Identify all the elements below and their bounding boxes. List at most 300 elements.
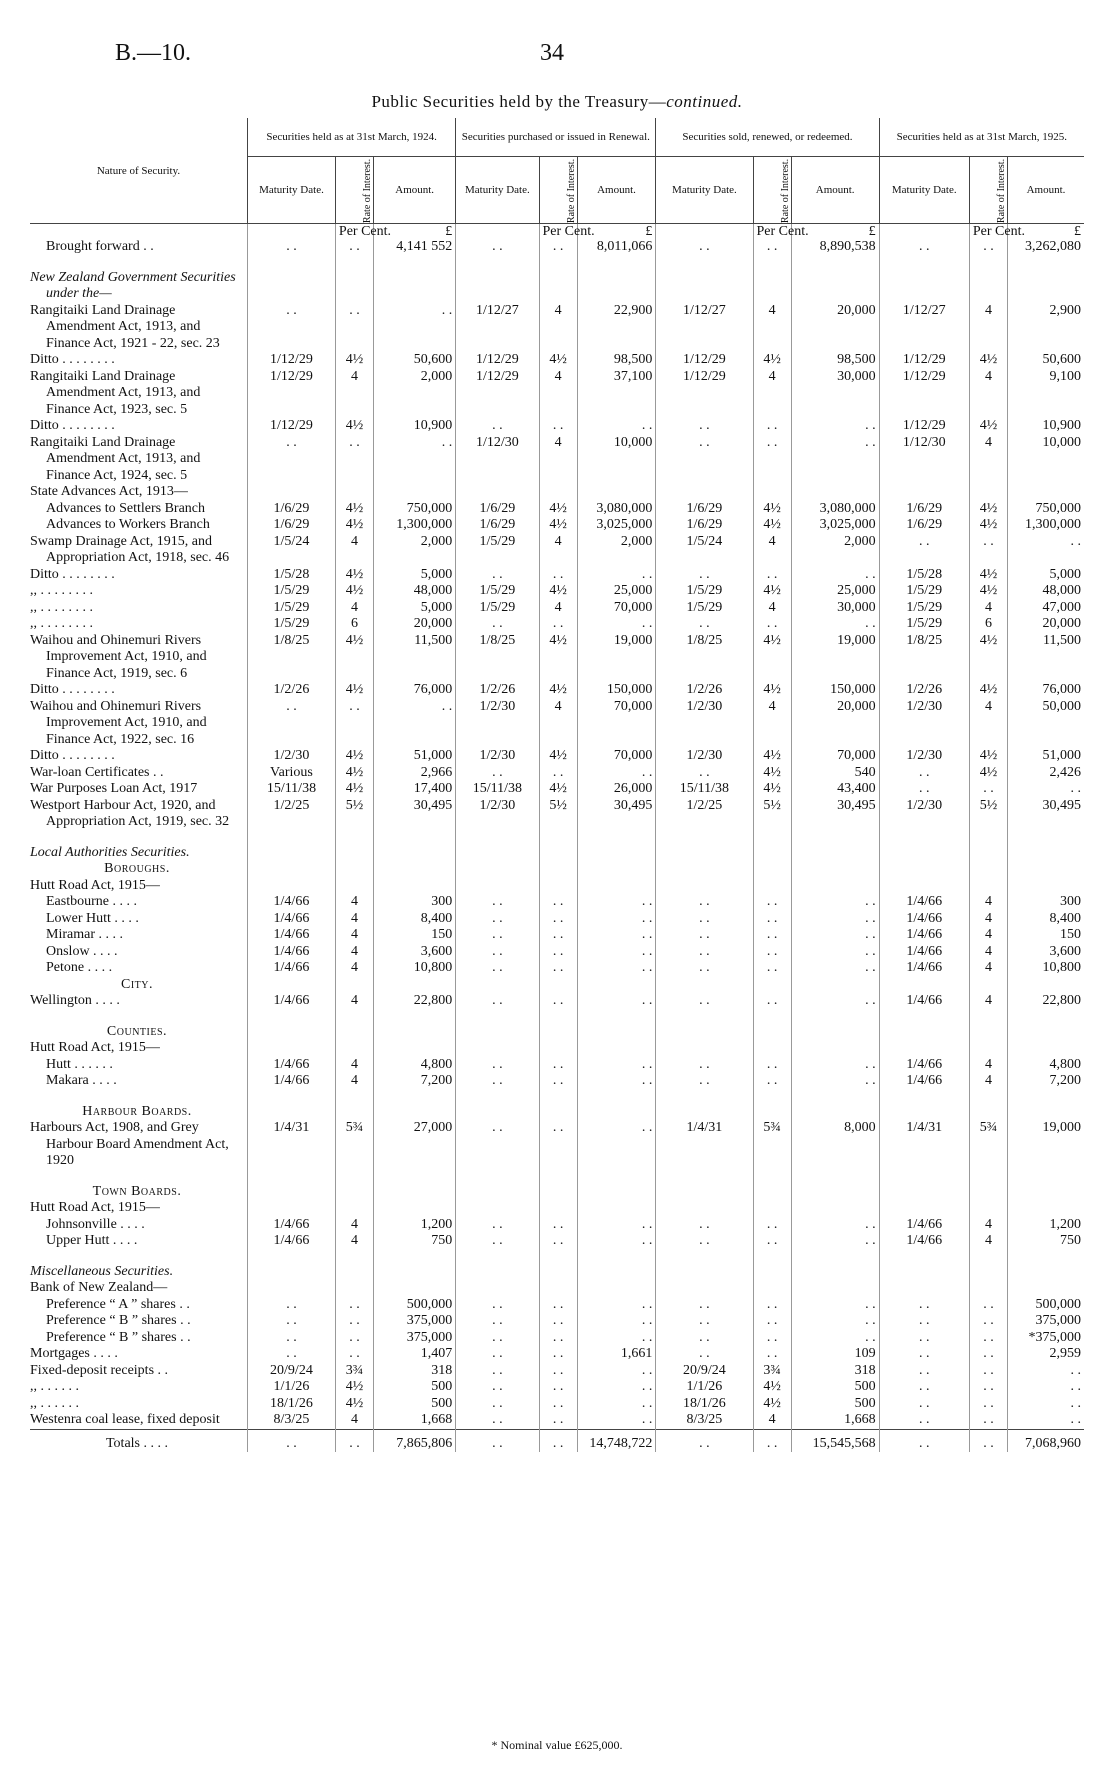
rate-cell: . . [753, 239, 791, 256]
amount-cell: 750,000 [1008, 501, 1084, 518]
maturity-date-header: Maturity Date. [656, 157, 753, 224]
amount-cell: 19,000 [1008, 1120, 1084, 1170]
maturity-date-cell [656, 831, 753, 862]
rate-cell [969, 1090, 1007, 1121]
rate-of-interest-header [335, 157, 373, 224]
maturity-date-cell [456, 1090, 539, 1121]
maturity-date-cell [656, 1170, 753, 1201]
amount-cell [577, 1280, 656, 1297]
amount-cell: . . [577, 894, 656, 911]
amount-cell: £ [1008, 224, 1084, 240]
amount-cell: . . [791, 1233, 879, 1250]
maturity-date-cell: 1/5/28 [247, 567, 335, 584]
maturity-date-cell [456, 878, 539, 895]
rate-cell: . . [539, 1313, 577, 1330]
rate-cell: . . [753, 567, 791, 584]
maturity-date-cell: 1/5/29 [247, 583, 335, 600]
security-name: Makara . . . . [46, 1073, 117, 1088]
maturity-date-cell: . . [879, 781, 969, 798]
amount-cell [577, 1200, 656, 1217]
maturity-date-cell [879, 831, 969, 862]
amount-cell: 500,000 [1008, 1297, 1084, 1314]
maturity-date-cell [247, 1200, 335, 1217]
amount-cell: . . [791, 894, 879, 911]
rate-cell [539, 861, 577, 878]
rate-cell: . . [969, 1363, 1007, 1380]
amount-cell: 375,000 [1008, 1313, 1084, 1330]
maturity-date-cell [456, 1010, 539, 1041]
maturity-date-cell: 1/12/30 [879, 435, 969, 485]
maturity-date-cell: 1/2/26 [247, 682, 335, 699]
rate-cell: . . [969, 534, 1007, 567]
rate-cell [335, 1280, 373, 1297]
maturity-date-cell: . . [456, 1396, 539, 1413]
security-name: Ditto . . . . . . . . [30, 418, 115, 433]
table-row [30, 418, 1084, 435]
amount-cell: 48,000 [374, 583, 456, 600]
maturity-date-cell: . . [456, 1217, 539, 1234]
rate-cell: 4 [335, 1073, 373, 1090]
amount-cell [791, 1200, 879, 1217]
amount-cell [791, 1170, 879, 1201]
security-name: Johnsonville . . . . [46, 1216, 145, 1232]
maturity-date-cell: . . [879, 1379, 969, 1396]
amount-cell [374, 831, 456, 862]
amount-cell [374, 256, 456, 303]
maturity-date-cell: . . [456, 765, 539, 782]
maturity-date-cell: 1/4/66 [247, 1073, 335, 1090]
maturity-date-cell [247, 1170, 335, 1201]
security-name: Lower Hutt . . . . [46, 910, 139, 926]
amount-cell: 109 [791, 1346, 879, 1363]
maturity-date-cell: 1/6/29 [247, 517, 335, 534]
rate-cell: . . [539, 894, 577, 911]
maturity-date-cell [879, 484, 969, 501]
table-row [30, 878, 1084, 895]
rate-cell [539, 1250, 577, 1281]
security-name: Hutt Road Act, 1915— [30, 1200, 160, 1215]
amount-cell: 1,661 [577, 1346, 656, 1363]
rate-cell: 4½ [753, 1379, 791, 1396]
maturity-date-cell: 1/4/66 [879, 927, 969, 944]
rate-cell: . . [539, 1379, 577, 1396]
security-name: Onslow . . . . [46, 943, 118, 959]
maturity-date-cell: 1/4/66 [879, 1057, 969, 1074]
maturity-date-cell: 1/8/25 [247, 633, 335, 683]
maturity-date-cell: . . [656, 1233, 753, 1250]
maturity-date-cell [656, 861, 753, 878]
maturity-date-cell: 1/2/25 [656, 798, 753, 831]
amount-cell: . . [791, 1073, 879, 1090]
amount-cell: 4,800 [1008, 1057, 1084, 1074]
maturity-date-cell [247, 878, 335, 895]
security-name: War Purposes Loan Act, 1917 [30, 781, 198, 796]
amount-cell: . . [791, 435, 879, 485]
maturity-date-cell: 1/4/66 [247, 911, 335, 928]
maturity-date-cell: 20/9/24 [656, 1363, 753, 1380]
amount-cell: 10,900 [374, 418, 456, 435]
amount-cell: 8,011,066 [577, 239, 656, 256]
rate-cell: 4½ [969, 748, 1007, 765]
rate-cell: 4 [969, 960, 1007, 977]
rate-cell: 4½ [335, 682, 373, 699]
table-row [30, 977, 1084, 994]
maturity-date-cell: . . [456, 418, 539, 435]
rate-cell: 4 [539, 600, 577, 617]
amount-cell: 51,000 [374, 748, 456, 765]
rate-cell [335, 861, 373, 878]
rate-cell: 4½ [335, 765, 373, 782]
amount-cell: 14,748,722 [577, 1429, 656, 1452]
amount-cell: 150 [374, 927, 456, 944]
rate-cell: 4½ [753, 781, 791, 798]
amount-cell [791, 878, 879, 895]
table-row [30, 501, 1084, 518]
maturity-date-cell [247, 977, 335, 994]
maturity-date-cell: . . [456, 993, 539, 1010]
maturity-date-cell: . . [656, 894, 753, 911]
rate-cell: 4½ [335, 583, 373, 600]
amount-cell: . . [791, 1297, 879, 1314]
maturity-date-cell: . . [656, 927, 753, 944]
table-row [30, 1297, 1084, 1314]
rate-cell: 4½ [969, 517, 1007, 534]
rate-cell: . . [969, 1379, 1007, 1396]
rate-cell: . . [335, 1297, 373, 1314]
rate-cell [539, 1090, 577, 1121]
maturity-date-cell: . . [456, 894, 539, 911]
maturity-date-cell: . . [247, 1429, 335, 1452]
amount-cell: 30,495 [577, 798, 656, 831]
maturity-date-cell: . . [656, 1429, 753, 1452]
maturity-date-cell: 1/12/29 [879, 369, 969, 419]
rate-cell [969, 831, 1007, 862]
maturity-date-cell [656, 224, 753, 240]
rate-cell [539, 484, 577, 501]
maturity-date-cell: 1/4/31 [879, 1120, 969, 1170]
security-name: State Advances Act, 1913— [30, 484, 188, 499]
maturity-date-cell: 1/4/31 [247, 1120, 335, 1170]
maturity-date-cell: 1/12/27 [879, 303, 969, 353]
rate-cell: . . [539, 418, 577, 435]
rate-cell [969, 977, 1007, 994]
amount-cell: 1,200 [1008, 1217, 1084, 1234]
amount-cell [577, 1040, 656, 1057]
security-name: City. [120, 976, 153, 992]
security-name: Westenra coal lease, fixed deposit [30, 1412, 220, 1427]
rate-cell: 4 [969, 600, 1007, 617]
amount-cell: 375,000 [374, 1313, 456, 1330]
maturity-date-cell: 1/6/29 [879, 501, 969, 518]
amount-cell [577, 484, 656, 501]
rate-cell: 4½ [539, 748, 577, 765]
table-row [30, 352, 1084, 369]
table-row [30, 1280, 1084, 1297]
rate-cell: 4½ [539, 517, 577, 534]
maturity-date-cell: 1/4/31 [656, 1120, 753, 1170]
rate-cell: 4 [335, 600, 373, 617]
amount-cell [1008, 878, 1084, 895]
maturity-date-cell [456, 1200, 539, 1217]
amount-cell: 48,000 [1008, 583, 1084, 600]
table-row [30, 616, 1084, 633]
amount-cell: . . [1008, 534, 1084, 567]
rate-cell: . . [753, 418, 791, 435]
amount-cell: 47,000 [1008, 600, 1084, 617]
rate-cell [539, 878, 577, 895]
amount-cell: . . [577, 567, 656, 584]
security-name: Advances to Settlers Branch [46, 500, 206, 516]
amount-cell: . . [791, 616, 879, 633]
maturity-date-cell: . . [879, 1363, 969, 1380]
table-row [30, 369, 1084, 419]
maturity-date-cell [247, 484, 335, 501]
security-name: New Zealand Government Securities under the— [30, 269, 236, 301]
rate-cell: 4½ [969, 567, 1007, 584]
maturity-date-cell: 1/2/30 [247, 748, 335, 765]
rate-cell: 4½ [753, 352, 791, 369]
rate-cell [335, 831, 373, 862]
amount-cell: 37,100 [577, 369, 656, 419]
rate-cell: . . [539, 765, 577, 782]
amount-cell [791, 861, 879, 878]
table-row [30, 1217, 1084, 1234]
rate-cell: . . [539, 1233, 577, 1250]
amount-cell: 3,080,000 [577, 501, 656, 518]
rate-cell: . . [539, 1363, 577, 1380]
security-name: Waihou and Ohinemuri Rivers Improvement Act, 1910, and Finance Act, 1919, sec. 6 [30, 632, 207, 681]
amount-cell: . . [1008, 1412, 1084, 1429]
maturity-date-cell [879, 1200, 969, 1217]
rate-cell: . . [753, 435, 791, 485]
amount-cell: 3,025,000 [577, 517, 656, 534]
rate-cell: 4½ [539, 583, 577, 600]
amount-cell: . . [791, 418, 879, 435]
rate-cell: . . [539, 1346, 577, 1363]
rate-cell: . . [539, 1396, 577, 1413]
amount-cell: 1,300,000 [1008, 517, 1084, 534]
security-name: Mortgages . . . . [30, 1346, 118, 1361]
rate-cell: 4½ [539, 501, 577, 518]
rate-cell: . . [969, 781, 1007, 798]
rate-cell: 4½ [539, 682, 577, 699]
rate-cell: . . [539, 1412, 577, 1429]
amount-cell [791, 256, 879, 303]
rate-cell: . . [539, 1330, 577, 1347]
maturity-date-cell: . . [456, 1363, 539, 1380]
rate-cell: 4 [335, 534, 373, 567]
amount-cell [374, 1200, 456, 1217]
maturity-date-cell: 1/2/30 [656, 748, 753, 765]
amount-cell: 500 [791, 1396, 879, 1413]
security-name: Totals . . . . [30, 1429, 247, 1452]
amount-cell: 27,000 [374, 1120, 456, 1170]
securities-table [30, 118, 1084, 1452]
maturity-date-cell: . . [879, 1429, 969, 1452]
rate-cell [539, 1200, 577, 1217]
table-row [30, 927, 1084, 944]
amount-cell: 30,495 [791, 798, 879, 831]
rate-header-label: Rate of Interest. [779, 158, 791, 223]
rate-cell: . . [753, 1330, 791, 1347]
amount-cell: 70,000 [791, 748, 879, 765]
maturity-date-cell [247, 1010, 335, 1041]
amount-cell [374, 1170, 456, 1201]
amount-cell: 98,500 [791, 352, 879, 369]
security-name: Harbours Act, 1908, and Grey Harbour Board Amendment Act, 1920 [30, 1120, 229, 1168]
maturity-date-cell: 1/5/29 [879, 600, 969, 617]
maturity-date-cell: 1/2/26 [656, 682, 753, 699]
amount-header: Amount. [1008, 157, 1084, 224]
table-row [30, 748, 1084, 765]
rate-cell [753, 878, 791, 895]
security-name: Petone . . . . [46, 960, 113, 975]
maturity-date-cell [656, 977, 753, 994]
rate-cell: . . [753, 1057, 791, 1074]
security-name: Brought forward . . [46, 239, 154, 254]
rate-cell: 4½ [969, 352, 1007, 369]
rate-cell: . . [753, 944, 791, 961]
maturity-date-cell [456, 224, 539, 240]
amount-cell: £ [374, 224, 456, 240]
rate-cell: Per Cent. [539, 224, 577, 240]
rate-cell: 4 [539, 369, 577, 419]
table-row [30, 224, 1084, 240]
rate-cell: . . [539, 911, 577, 928]
amount-cell: . . [577, 616, 656, 633]
amount-cell: 3,025,000 [791, 517, 879, 534]
maturity-date-cell [879, 1090, 969, 1121]
security-name: War-loan Certificates . . [30, 764, 164, 780]
amount-cell: 26,000 [577, 781, 656, 798]
maturity-date-cell: 1/12/29 [456, 352, 539, 369]
table-row [30, 1057, 1084, 1074]
rate-cell: Per Cent. [969, 224, 1007, 240]
maturity-date-cell: 1/4/66 [247, 894, 335, 911]
amount-cell: 500 [374, 1379, 456, 1396]
amount-cell: 11,500 [1008, 633, 1084, 683]
rate-cell [539, 1040, 577, 1057]
rate-cell: . . [539, 944, 577, 961]
maturity-date-cell [656, 1010, 753, 1041]
rate-cell: . . [969, 1396, 1007, 1413]
rate-cell: 4½ [335, 1379, 373, 1396]
rate-cell [753, 1200, 791, 1217]
security-name: Miramar . . . . [46, 927, 123, 942]
amount-cell: 30,000 [791, 600, 879, 617]
maturity-date-cell: 1/1/26 [247, 1379, 335, 1396]
maturity-date-cell: . . [656, 1057, 753, 1074]
maturity-date-cell: 1/4/66 [247, 993, 335, 1010]
rate-cell: 4 [335, 1057, 373, 1074]
amount-cell: . . [577, 1379, 656, 1396]
amount-cell [577, 1090, 656, 1121]
rate-cell: 3¾ [753, 1363, 791, 1380]
maturity-date-cell [656, 1090, 753, 1121]
maturity-date-cell [879, 256, 969, 303]
amount-cell: 2,000 [791, 534, 879, 567]
rate-cell [969, 1170, 1007, 1201]
amount-cell: 150,000 [791, 682, 879, 699]
rate-cell: 4 [969, 1233, 1007, 1250]
rate-cell [753, 256, 791, 303]
maturity-date-cell: . . [656, 616, 753, 633]
rate-cell: 4½ [539, 352, 577, 369]
maturity-date-cell [456, 977, 539, 994]
rate-cell: 4 [969, 435, 1007, 485]
amount-cell [577, 831, 656, 862]
rate-cell [335, 256, 373, 303]
amount-cell: . . [1008, 1363, 1084, 1380]
amount-cell: . . [577, 1412, 656, 1429]
security-name: Hutt Road Act, 1915— [30, 877, 160, 893]
rate-cell: . . [753, 1429, 791, 1452]
rate-cell: 4 [969, 699, 1007, 749]
amount-cell: 2,426 [1008, 765, 1084, 782]
table-row [30, 682, 1084, 699]
rate-cell: 4 [753, 534, 791, 567]
table-row [30, 993, 1084, 1010]
maturity-date-cell: . . [656, 1297, 753, 1314]
rate-cell: 4 [539, 303, 577, 353]
rate-cell: 4½ [335, 567, 373, 584]
maturity-date-cell: 1/2/30 [656, 699, 753, 749]
amount-cell: 500 [374, 1396, 456, 1413]
maturity-date-cell: . . [656, 1313, 753, 1330]
rate-cell [335, 484, 373, 501]
maturity-date-cell: . . [456, 239, 539, 256]
amount-cell: . . [791, 1057, 879, 1074]
maturity-date-cell: 1/8/25 [456, 633, 539, 683]
rate-cell: 4½ [335, 418, 373, 435]
security-name: Hutt Road Act, 1915— [30, 1040, 160, 1055]
amount-cell: . . [577, 1233, 656, 1250]
amount-cell: 2,000 [577, 534, 656, 567]
rate-cell: . . [753, 1217, 791, 1234]
rate-cell: . . [335, 435, 373, 485]
amount-cell: . . [791, 1313, 879, 1330]
rate-cell: Per Cent. [753, 224, 791, 240]
maturity-date-cell: 1/4/66 [879, 1073, 969, 1090]
rate-cell: 4 [969, 1073, 1007, 1090]
rate-cell: . . [969, 1313, 1007, 1330]
table-row [30, 600, 1084, 617]
amount-cell: 4,141 552 [374, 239, 456, 256]
rate-cell [969, 484, 1007, 501]
maturity-date-cell: . . [247, 303, 335, 353]
nature-header: Nature of Security. [30, 118, 247, 224]
amount-cell: 318 [374, 1363, 456, 1380]
amount-cell: . . [577, 765, 656, 782]
amount-cell: 22,800 [1008, 993, 1084, 1010]
maturity-date-cell: 1/4/66 [879, 911, 969, 928]
rate-cell: . . [335, 239, 373, 256]
amount-cell: 8,400 [1008, 911, 1084, 928]
amount-cell: 150 [1008, 927, 1084, 944]
amount-cell: 19,000 [577, 633, 656, 683]
table-row [30, 484, 1084, 501]
amount-cell: 750,000 [374, 501, 456, 518]
amount-cell: 50,600 [1008, 352, 1084, 369]
rate-cell: . . [753, 616, 791, 633]
maturity-date-cell: . . [247, 1346, 335, 1363]
rate-cell [969, 1280, 1007, 1297]
maturity-date-cell [879, 224, 969, 240]
maturity-date-cell: 1/12/29 [247, 418, 335, 435]
rate-cell: 4 [335, 927, 373, 944]
table-row [30, 944, 1084, 961]
maturity-date-cell [656, 1200, 753, 1217]
